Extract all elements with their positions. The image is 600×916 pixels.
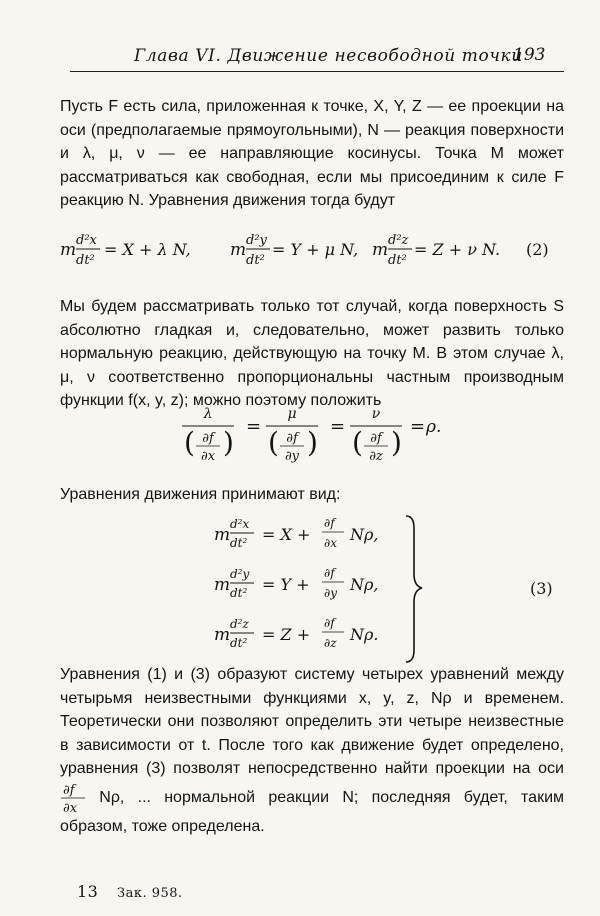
paragraph-smooth-surface: Мы будем рассматривать только тот случай, когда поверхность S абсолютно гладкая и, следовательно, может развить только нормальную реакцию, действующую на точку M. В этом случае λ, μ, ν соответственно пропорциональны частным производным функции f(x, y, z); можно поэтому положить [60, 298, 564, 409]
eq2-y-rhs: = Y + μ N, [272, 240, 359, 259]
eq2-x [60, 233, 191, 268]
svg-text:=: = [246, 416, 262, 437]
eq3-x-end: Nρ, [350, 525, 379, 544]
eq3-row-y [214, 566, 379, 600]
svg-text:=: = [410, 416, 426, 437]
running-head-title: Глава VI. Движение несвободной точки [134, 46, 523, 66]
paragraph-equations-of-motion: Уравнения движения принимают вид: [60, 486, 341, 503]
svg-text:∂f: ∂f [324, 616, 335, 630]
eq3-z-num: d²z [230, 617, 249, 631]
svg-text:): ) [391, 426, 402, 459]
svg-text:∂y: ∂y [284, 449, 300, 464]
svg-text:m: m [230, 240, 247, 260]
svg-text:∂f: ∂f [202, 431, 214, 446]
svg-text:∂x: ∂x [63, 800, 78, 815]
paragraph-system-tail: Nρ, ... нормальной реакции N; последняя будет, таким образом, тоже определена. [60, 788, 565, 835]
eq3-z-end: Nρ. [350, 625, 379, 644]
eq3-x-start: = X + [262, 525, 311, 544]
svg-text:m: m [372, 240, 389, 260]
eq2-y-num: d²y [246, 233, 267, 248]
svg-text:): ) [223, 426, 234, 459]
svg-text:m: m [60, 240, 77, 260]
right-brace [406, 516, 422, 662]
svg-text:ν: ν [371, 406, 381, 422]
eq3-x-den: ∂x [324, 536, 337, 550]
eq2-z-rhs: = Z + ν N. [414, 240, 501, 259]
eq2-label: (2) [526, 240, 549, 259]
paragraph-forces: Пусть F есть сила, приложенная к точке, X, Y, Z — ее проекции на оси (предполагаемые прямоугольными), N — реакция поверхности и λ, μ, ν — ее направляющие косинусы. Точка M может рассматриваться как свободная, если мы присоединим к силе F реакцию N. Уравнения движения тогда будут [60, 98, 564, 209]
svg-text:m: m [214, 525, 231, 545]
svg-text:dt²: dt² [76, 253, 95, 268]
svg-text:∂f: ∂f [370, 431, 382, 446]
svg-text:(: ( [352, 426, 363, 459]
svg-text:dt²: dt² [246, 253, 265, 268]
equation-2 [60, 230, 564, 270]
svg-text:λ: λ [203, 406, 213, 422]
svg-text:dt²: dt² [388, 253, 407, 268]
eq3-y-end: Nρ, [350, 575, 379, 594]
eq3-row-x [214, 516, 379, 550]
svg-text:∂z: ∂z [369, 449, 383, 464]
svg-text:∂x: ∂x [200, 449, 216, 464]
sheet-number: 13 [77, 882, 99, 901]
eq3-label: (3) [530, 579, 553, 598]
eq3-y-start: = Y + [262, 575, 310, 594]
svg-text:=: = [330, 416, 346, 437]
eq3-row-z [214, 616, 379, 650]
eq3-y-num: d²y [230, 567, 250, 581]
ratio-lambda [182, 406, 234, 464]
eq3-z-den: ∂z [324, 636, 337, 650]
svg-text:): ) [307, 426, 318, 459]
paragraph-system-of-equations [60, 663, 564, 838]
svg-text:(: ( [268, 426, 279, 459]
svg-text:m: m [214, 625, 231, 645]
svg-text:∂f: ∂f [63, 782, 75, 798]
svg-text:dt²: dt² [230, 586, 248, 600]
equation-3-system [200, 510, 570, 670]
svg-text:∂f: ∂f [324, 516, 335, 530]
svg-text:∂f: ∂f [286, 431, 298, 446]
ratio-mu [266, 406, 318, 464]
eq2-z [372, 233, 500, 268]
paragraph-system-text: Уравнения (1) и (3) образуют систему четырех уравнений между четырьмя неизвестными функциями x, y, z, Nρ и временем. Теоретически они позволяют определить эти четыре неизвестные в зависимости от t. После того как движение будет определено, уравнения (3) позволят непосредственно найти проекции на оси [60, 666, 564, 777]
equation-ratio [182, 402, 442, 467]
inline-df-dx [60, 781, 86, 815]
header-rule [70, 71, 564, 72]
svg-text:dt²: dt² [230, 536, 248, 550]
eq3-y-den: ∂y [324, 586, 337, 600]
svg-text:m: m [214, 575, 231, 595]
svg-text:μ: μ [287, 406, 297, 422]
eq3-x-num: d²x [230, 517, 250, 531]
ratio-rho: ρ. [426, 417, 442, 437]
eq2-x-num: d²x [76, 233, 97, 248]
ratio-nu [350, 406, 402, 464]
eq3-z-start: = Z + [262, 625, 311, 644]
eq2-z-num: d²z [388, 233, 409, 248]
page-number: 193 [513, 45, 546, 65]
eq2-y [230, 233, 358, 268]
svg-text:dt²: dt² [230, 636, 248, 650]
svg-text:(: ( [184, 426, 195, 459]
order-number: Зак. 958. [117, 886, 183, 901]
printer-footer [77, 882, 183, 901]
eq2-x-rhs: = X + λ N, [104, 240, 191, 259]
svg-text:∂f: ∂f [324, 566, 335, 580]
